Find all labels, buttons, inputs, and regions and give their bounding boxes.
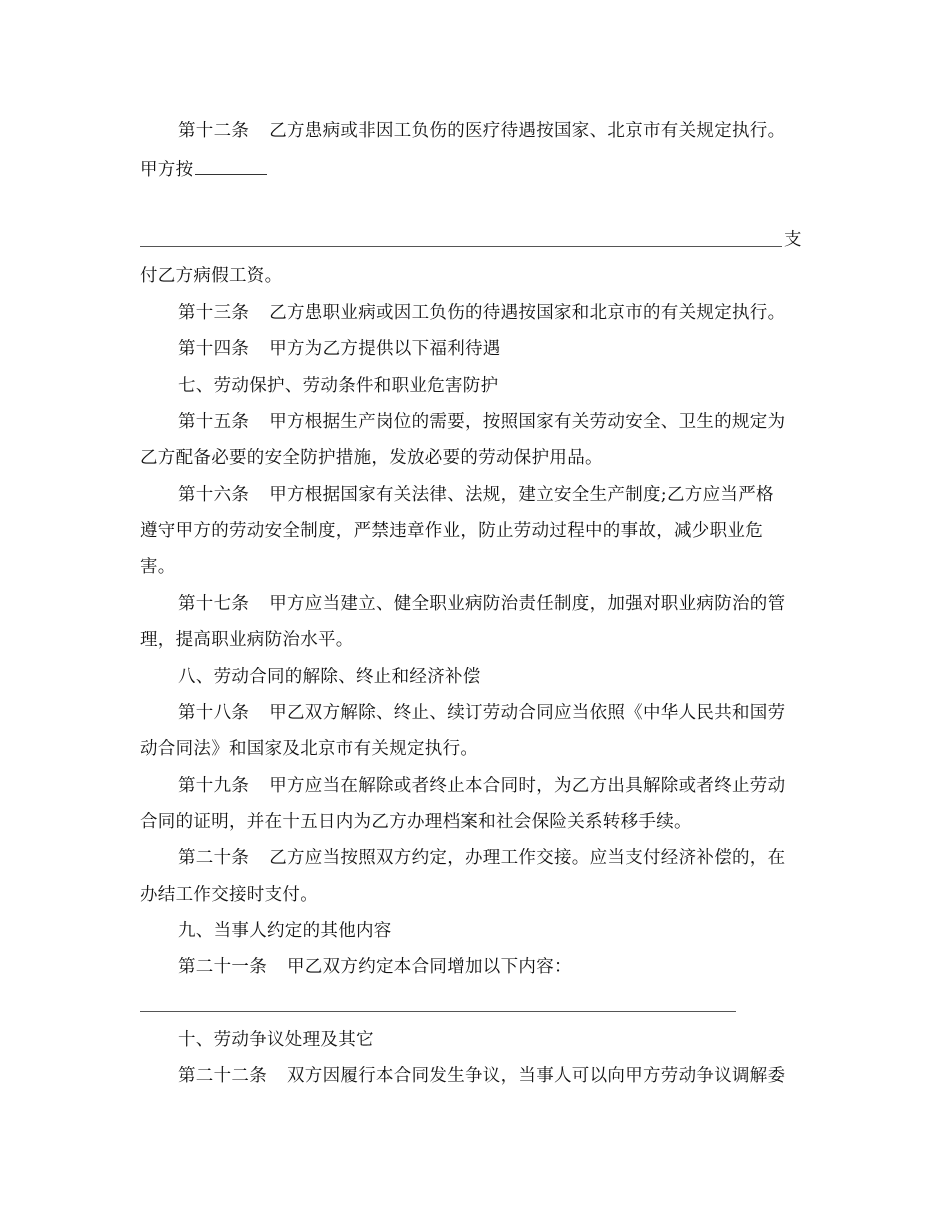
article-number: 第二十条 — [178, 848, 250, 868]
paragraph-line — [140, 519, 763, 543]
article-number: 第二十一条 — [178, 957, 267, 977]
fill-in-blank-line — [140, 246, 782, 247]
article-number: 第十二条 — [178, 121, 250, 141]
paragraph-article-20 — [178, 846, 785, 870]
fill-in-blank — [195, 156, 267, 175]
section-heading-text: 九、当事人约定的其他内容 — [178, 921, 392, 941]
paragraph-line — [140, 555, 176, 579]
paragraph-text: 乙方配备必要的安全防护措施，发放必要的劳动保护用品。 — [140, 448, 603, 468]
paragraph-line — [140, 628, 354, 652]
paragraph-line — [140, 156, 267, 182]
paragraph-line — [140, 264, 282, 288]
paragraph-line — [140, 810, 692, 834]
paragraph-text: 乙方患职业病或因工负伤的待遇按国家和北京市的有关规定执行。 — [269, 303, 786, 323]
paragraph-text: 甲乙双方解除、终止、续订劳动合同应当依照《中华人民共和国劳 — [269, 703, 786, 723]
paragraph-article-15 — [178, 410, 785, 434]
paragraph-article-14 — [178, 337, 501, 361]
paragraph-text: 合同的证明，并在十五日内为乙方办理档案和社会保险关系转移手续。 — [140, 812, 692, 832]
section-heading — [178, 919, 392, 943]
fill-in-blank-line — [140, 1011, 736, 1012]
paragraph-article-19 — [178, 774, 785, 798]
paragraph-article-18 — [178, 701, 785, 725]
section-heading-text: 七、劳动保护、劳动条件和职业危害防护 — [178, 376, 499, 396]
paragraph-text: 遵守甲方的劳动安全制度，严禁违章作业，防止劳动过程中的事故，减少职业危 — [140, 521, 763, 541]
article-number: 第二十二条 — [178, 1066, 267, 1086]
article-number: 第十四条 — [178, 339, 250, 359]
paragraph-text: 甲方按 — [140, 160, 194, 180]
paragraph-text: 乙方应当按照双方约定，办理工作交接。应当支付经济补偿的，在 — [269, 848, 786, 868]
paragraph-text: 支 — [784, 230, 802, 250]
paragraph-text: 害。 — [140, 557, 176, 577]
paragraph-line — [140, 883, 318, 907]
article-number: 第十五条 — [178, 412, 250, 432]
paragraph-article-22 — [178, 1064, 785, 1088]
article-number: 第十九条 — [178, 776, 250, 796]
paragraph-text: 动合同法》和国家及北京市有关规定执行。 — [140, 739, 479, 759]
paragraph-text: 甲乙双方约定本合同增加以下内容： — [287, 957, 572, 977]
paragraph-text: 甲方应当在解除或者终止本合同时，为乙方出具解除或者终止劳动 — [269, 776, 786, 796]
paragraph-article-12 — [178, 119, 785, 143]
paragraph-text: 甲方根据生产岗位的需要，按照国家有关劳动安全、卫生的规定为 — [269, 412, 786, 432]
paragraph-article-17 — [178, 592, 785, 616]
article-number: 第十七条 — [178, 594, 250, 614]
paragraph-text: 甲方应当建立、健全职业病防治责任制度，加强对职业病防治的管 — [269, 594, 786, 614]
section-heading-text: 十、劳动争议处理及其它 — [178, 1030, 374, 1050]
paragraph-article-21 — [178, 955, 572, 979]
section-heading — [178, 665, 481, 689]
paragraph-line — [784, 228, 802, 252]
paragraph-text: 办结工作交接时支付。 — [140, 885, 318, 905]
article-number: 第十三条 — [178, 303, 250, 323]
section-heading — [178, 1028, 374, 1052]
paragraph-text: 甲方根据国家有关法律、法规，建立安全生产制度;乙方应当严格 — [269, 485, 774, 505]
article-number: 第十八条 — [178, 703, 250, 723]
paragraph-article-16 — [178, 483, 774, 507]
paragraph-text: 理，提高职业病防治水平。 — [140, 630, 354, 650]
section-heading — [178, 374, 498, 398]
paragraph-text: 付乙方病假工资。 — [140, 266, 283, 286]
paragraph-text: 双方因履行本合同发生争议，当事人可以向甲方劳动争议调解委 — [287, 1066, 786, 1086]
section-heading-text: 八、劳动合同的解除、终止和经济补偿 — [178, 667, 481, 687]
paragraph-line — [140, 737, 478, 761]
paragraph-line — [140, 446, 603, 470]
paragraph-text: 乙方患病或非因工负伤的医疗待遇按国家、北京市有关规定执行。 — [269, 121, 786, 141]
paragraph-article-13 — [178, 301, 785, 325]
article-number: 第十六条 — [178, 485, 250, 505]
paragraph-text: 甲方为乙方提供以下福利待遇 — [269, 339, 501, 359]
